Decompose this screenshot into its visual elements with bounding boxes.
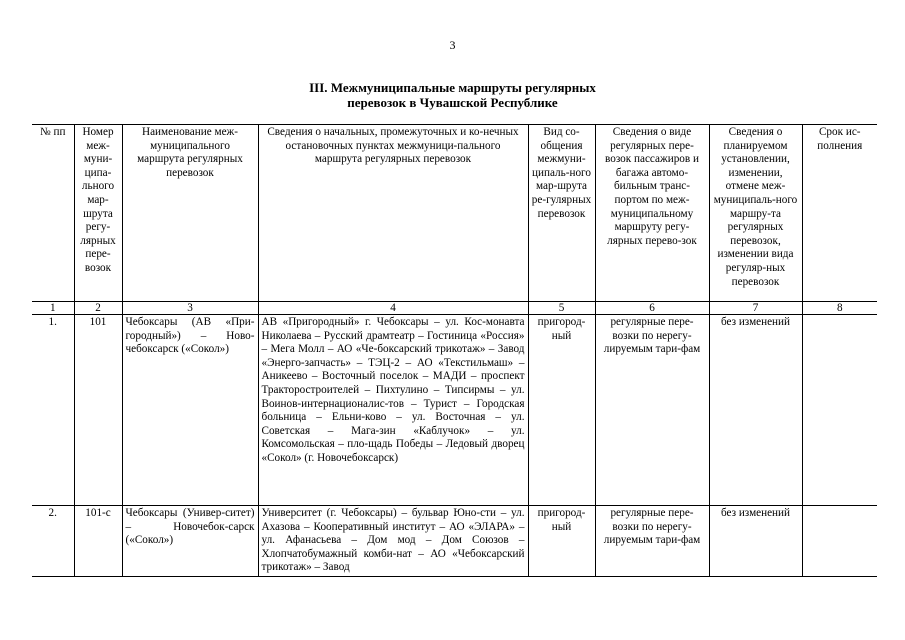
routes-table: [32, 124, 877, 577]
cell-planned-changes: без изменений: [709, 506, 802, 577]
cell-pp: 1.: [32, 315, 74, 506]
section-title-line-1: III. Межмуниципальные маршруты регулярных: [309, 80, 596, 95]
column-number: 5: [528, 302, 595, 315]
cell-route-number: 101-с: [74, 506, 122, 577]
header-route-number: Номер меж-муни-ципа-льного мар-шрута регу-лярных пере-возок: [74, 125, 122, 302]
header-planned-changes: Сведения о планируемом установлении, изменении, отмене меж-муниципаль-ного маршру-та регулярных перевозок, изменении вида регуляр-ных перевозок: [709, 125, 802, 302]
header-route-name: Наименование меж-муниципального маршрута регулярных перевозок: [122, 125, 258, 302]
table-row: [32, 506, 877, 577]
column-number: 4: [258, 302, 528, 315]
column-number: 6: [595, 302, 709, 315]
section-title-line-2: перевозок в Чувашской Республике: [347, 95, 558, 110]
header-pp: № пп: [32, 125, 74, 302]
column-number: 8: [802, 302, 877, 315]
cell-stops: Университет (г. Чебоксары) – бульвар Юно-сти – ул. Ахазова – Кооперативный институт – АО «ЭЛАРА» – ул. Афанасьева – Дом мод – Дом Союзов – Хлопчатобумажный комби-нат – АО «Чебоксарский трикотаж» – Завод: [258, 506, 528, 577]
cell-transport-kind: регулярные пере-возки по нерегу-лируемым тари-фам: [595, 315, 709, 506]
column-number: 2: [74, 302, 122, 315]
cell-route-name: Чебоксары (АВ «При-городный») – Ново-чебоксарск («Сокол»): [122, 315, 258, 506]
cell-stops: АВ «Пригородный» г. Чебоксары – ул. Кос-монавта Николаева – Русский драмтеатр – Гостиница «Россия» – Мега Молл – АО «Че-боксарский трикотаж» – Завод «Энерго-запчасть» – ТЭЦ-2 – АО «Текстильмаш» – Аникеево – Восточный поселок – МАДИ – проспект Тракторостроителей – Пихтулино – Типсирмы – ул. Воинов-интернационалис-тов – Турист – Городская больница – Ельни-ково – ул. Восточная – ул. Советская – Мага-зин «Каблучок» – ул. Комсомольская – пло-щадь Победы – Ледовый дворец «Сокол» (г. Новочебоксарск): [258, 315, 528, 506]
cell-planned-changes: без изменений: [709, 315, 802, 506]
cell-deadline: [802, 315, 877, 506]
table-header-row: [32, 125, 877, 302]
header-stops: Сведения о начальных, промежуточных и ко-нечных остановочных пунктах межмуници-пального маршрута регулярных перевозок: [258, 125, 528, 302]
column-numbers-row: [32, 302, 877, 315]
cell-pp: 2.: [32, 506, 74, 577]
section-title: [0, 80, 905, 110]
column-number: 3: [122, 302, 258, 315]
header-transport-kind: Сведения о виде регулярных пере-возок пассажиров и багажа автомо-бильным транс-портом по меж-муниципальному маршруту регу-лярных перево-зок: [595, 125, 709, 302]
cell-route-number: 101: [74, 315, 122, 506]
column-number: 1: [32, 302, 74, 315]
header-deadline: Срок ис-полнения: [802, 125, 877, 302]
page-number: 3: [449, 38, 456, 52]
header-message-kind: Вид со-общения межмуни-ципаль-ного мар-шрута ре-гулярных перевозок: [528, 125, 595, 302]
table-row: [32, 315, 877, 506]
column-number: 7: [709, 302, 802, 315]
cell-message-kind: пригород-ный: [528, 506, 595, 577]
cell-route-name: Чебоксары (Универ-ситет) – Новочебок-сарск («Сокол»): [122, 506, 258, 577]
cell-deadline: [802, 506, 877, 577]
cell-message-kind: пригород-ный: [528, 315, 595, 506]
cell-transport-kind: регулярные пере-возки по нерегу-лируемым тари-фам: [595, 506, 709, 577]
